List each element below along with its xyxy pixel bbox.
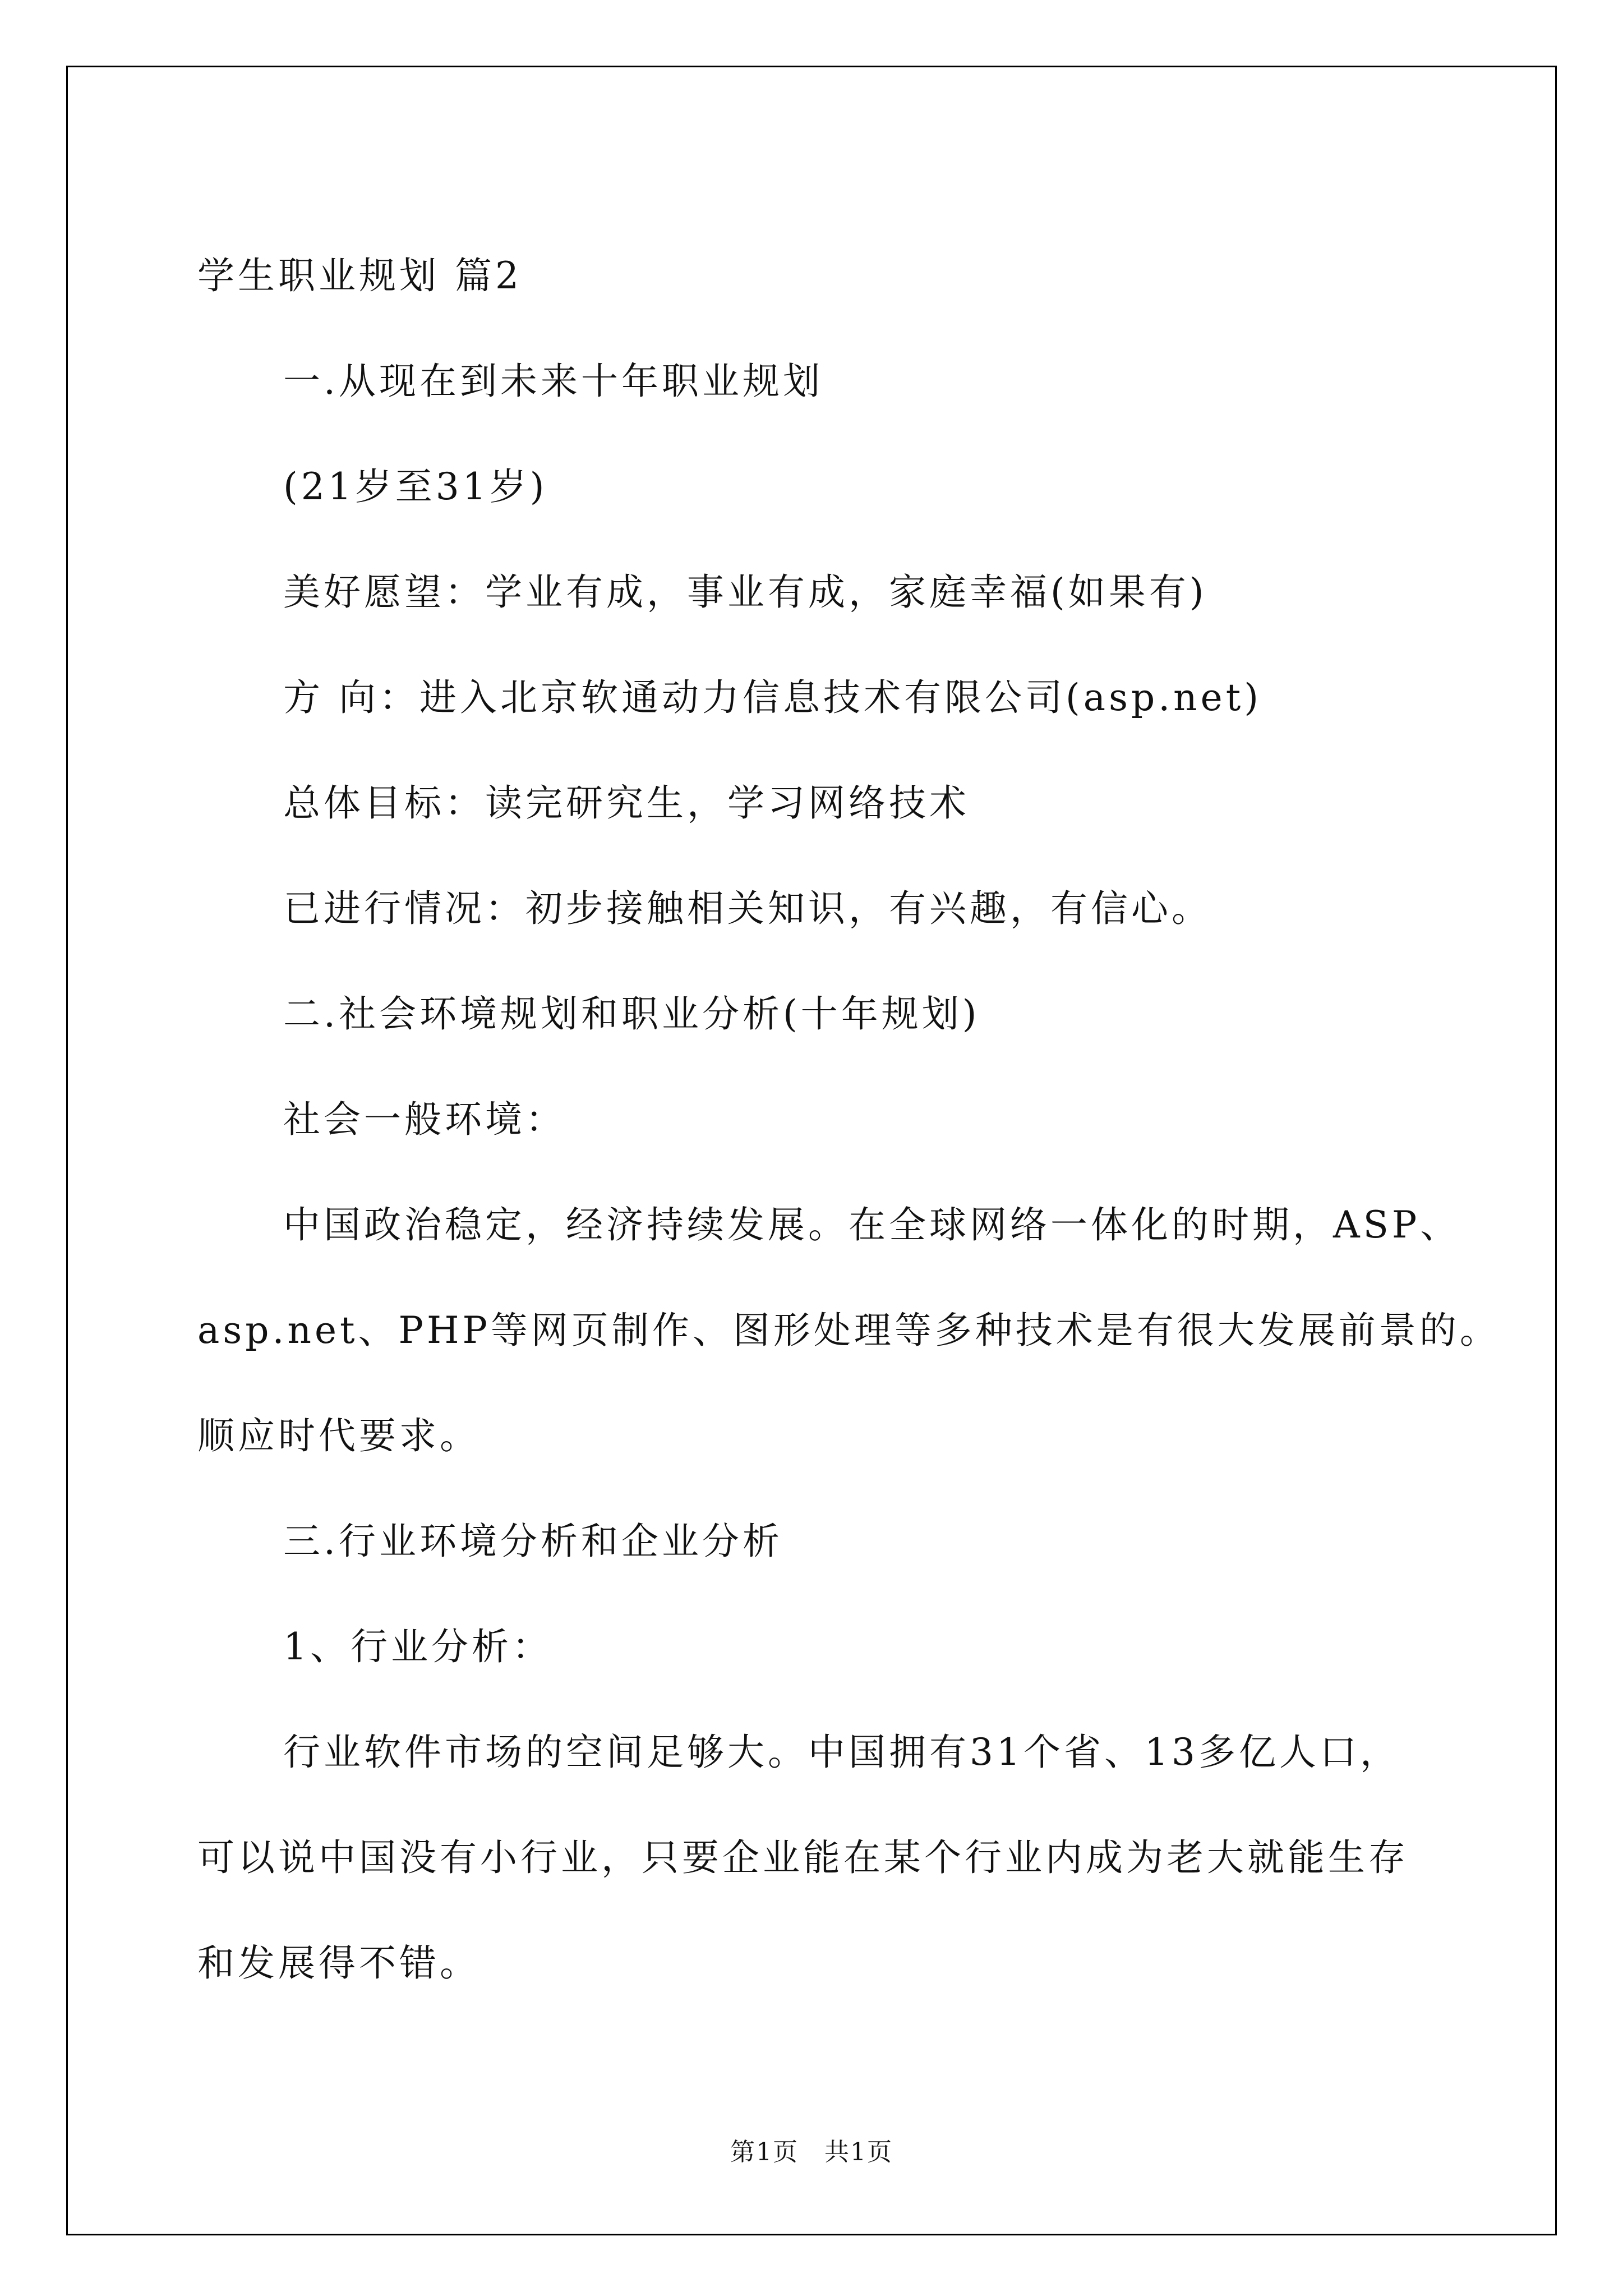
document-body <box>197 223 1500 2016</box>
paragraph-china-line-3: 顺应时代要求。 <box>197 1414 480 1457</box>
paragraph-progress: 已进行情况：初步接触相关知识，有兴趣，有信心。 <box>283 887 1212 930</box>
paragraph-industry-line-3: 和发展得不错。 <box>197 1941 480 1985</box>
paragraph-age-range: (21岁至31岁) <box>283 465 548 508</box>
paragraph-industry-line-1: 行业软件市场的空间足够大。中国拥有31个省、13多亿人口， <box>283 1731 1400 1774</box>
paragraph-china-line-2: asp.net、PHP等网页制作、图形处理等多种技术是有很大发展前景的。 <box>197 1309 1500 1352</box>
section-heading-1: 一.从现在到未来十年职业规划 <box>283 360 823 403</box>
document-title: 学生职业规划 篇2 <box>197 254 522 297</box>
paragraph-overall-goal: 总体目标：读完研究生，学习网络技术 <box>283 781 970 825</box>
section-heading-2: 二.社会环境规划和职业分析(十年规划) <box>283 992 980 1036</box>
paragraph-wishes: 美好愿望：学业有成，事业有成，家庭幸福(如果有) <box>283 570 1207 614</box>
subsection-heading-industry: 1、行业分析： <box>283 1625 552 1668</box>
paragraph-social-environment: 社会一般环境： <box>283 1098 566 1141</box>
paragraph-industry-line-2: 可以说中国没有小行业，只要企业能在某个行业内成为老大就能生存 <box>197 1836 1409 1879</box>
page-number-footer: 第1页 共1页 <box>730 2138 893 2166</box>
section-heading-3: 三.行业环境分析和企业分析 <box>283 1520 783 1563</box>
paragraph-direction: 方 向：进入北京软通动力信息技术有限公司(asp.net) <box>283 676 1262 719</box>
paragraph-china-line-1: 中国政治稳定，经济持续发展。在全球网络一体化的时期，ASP、 <box>283 1203 1461 1246</box>
